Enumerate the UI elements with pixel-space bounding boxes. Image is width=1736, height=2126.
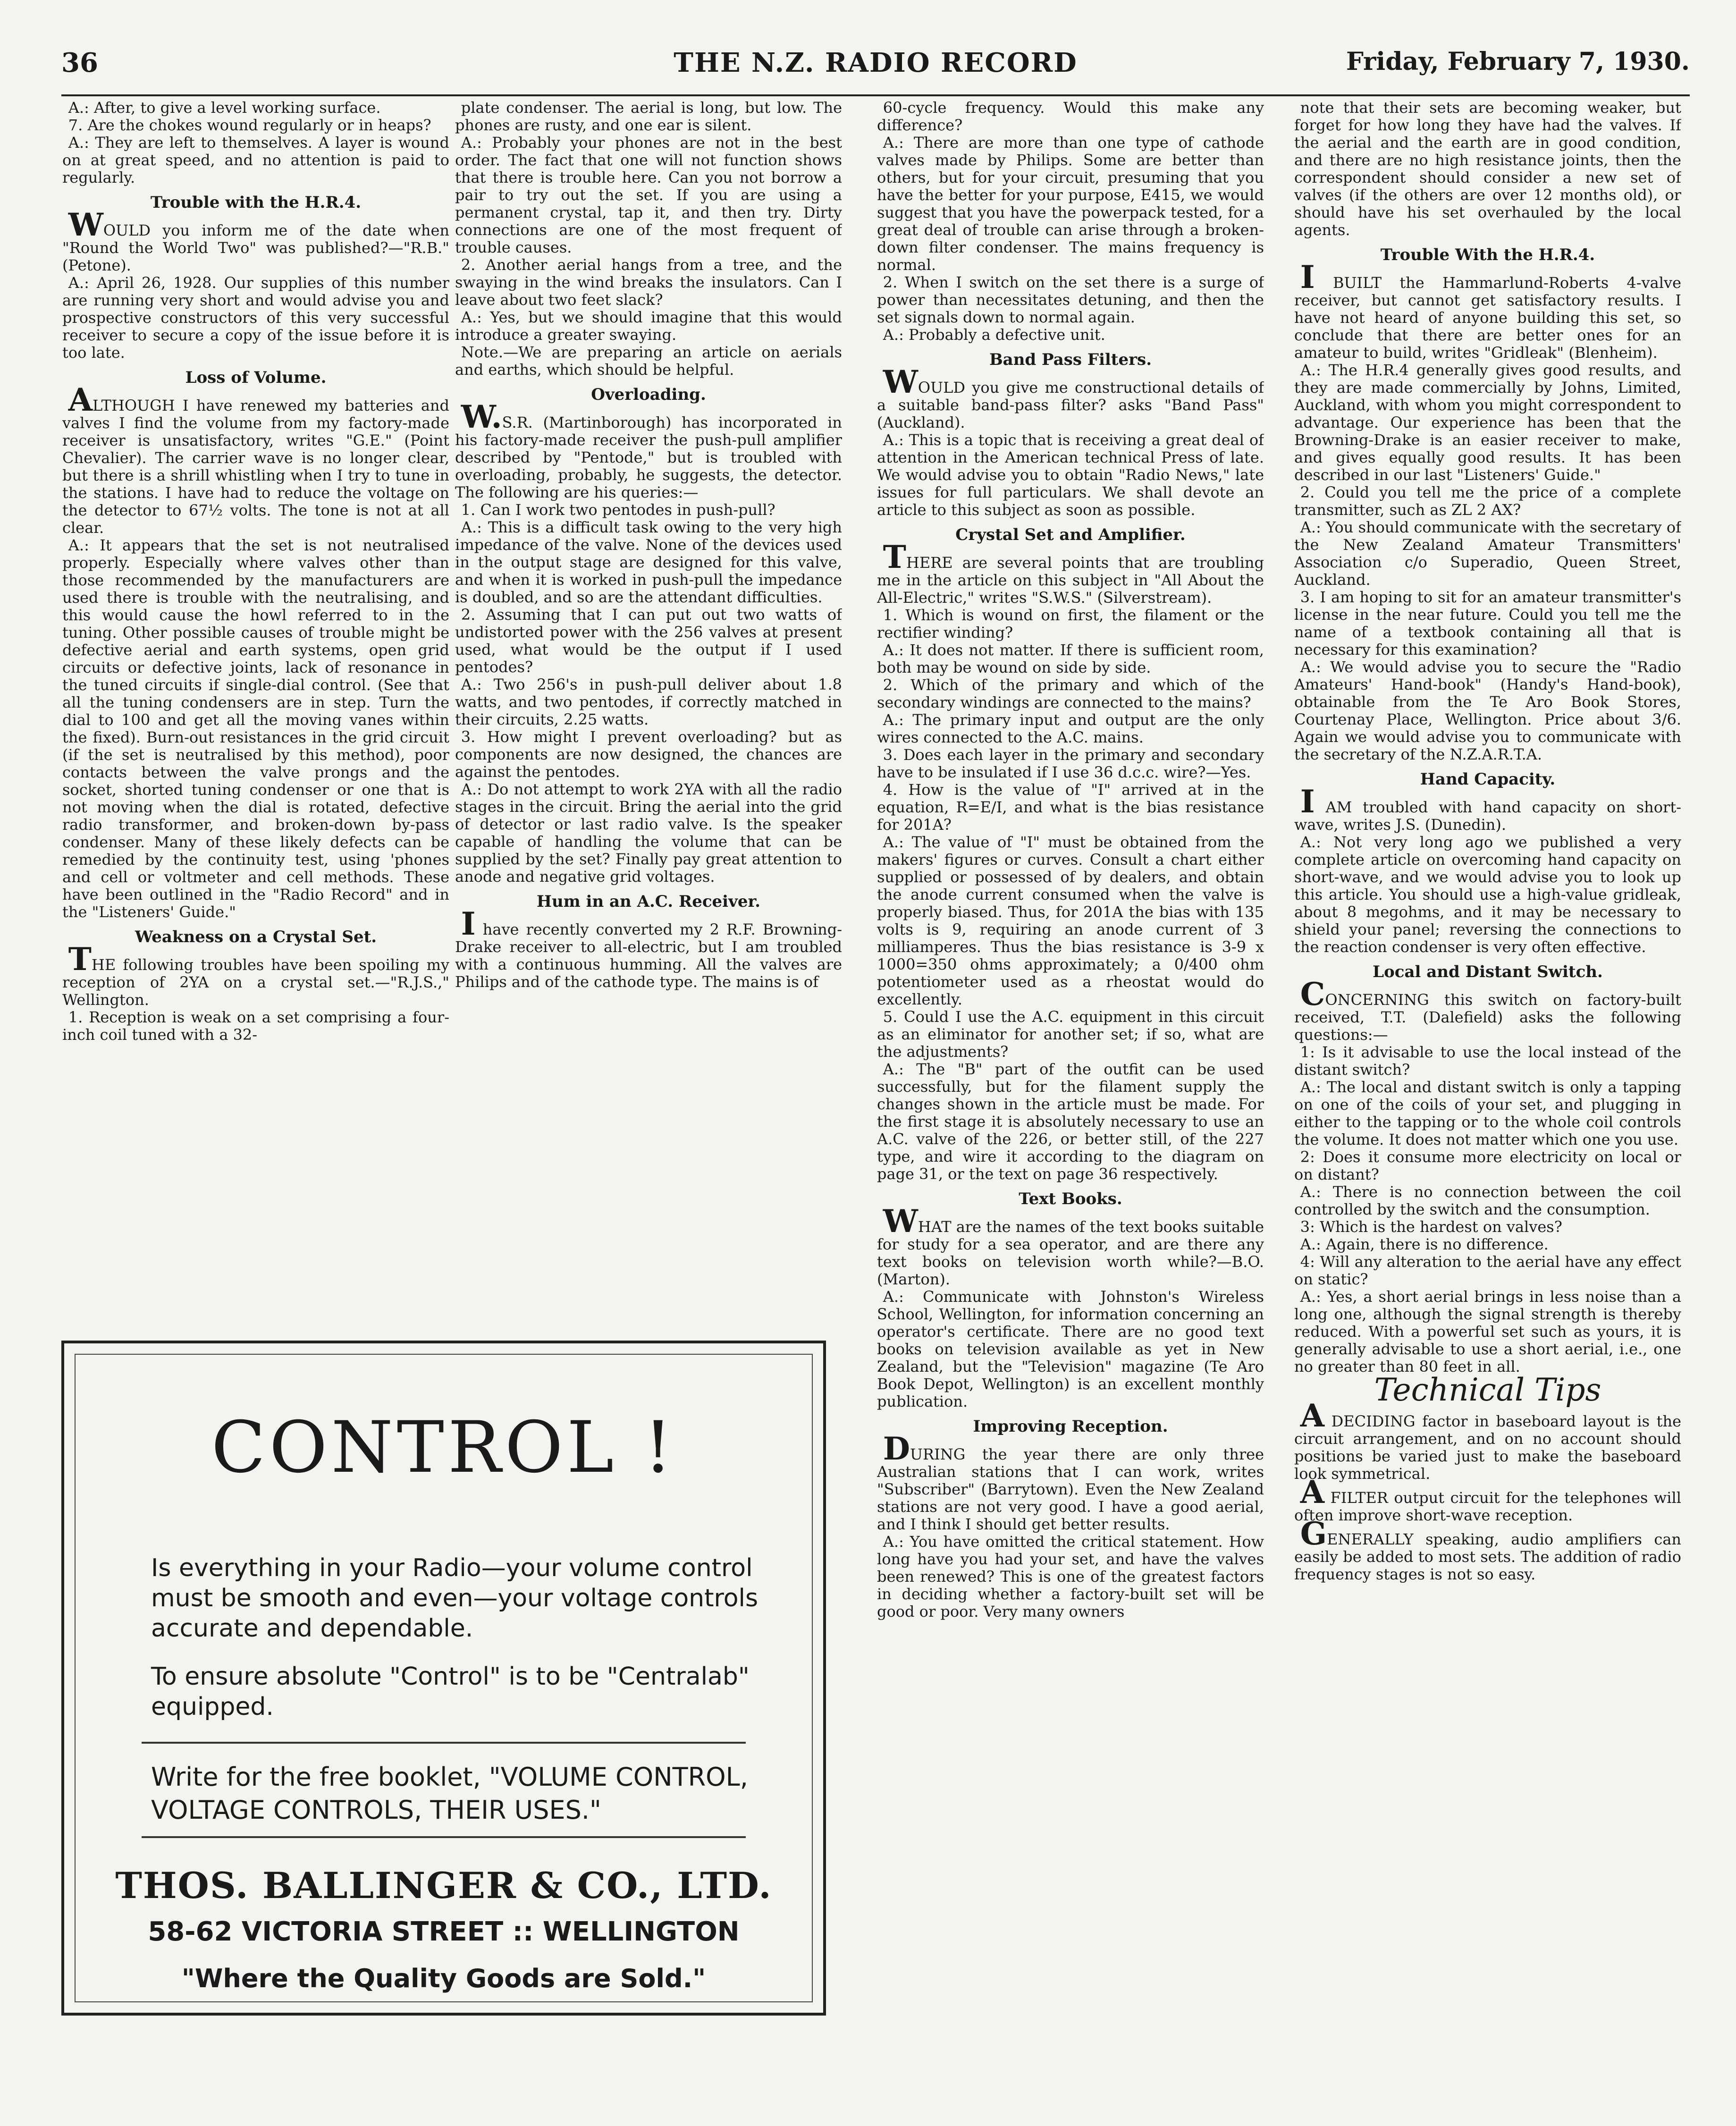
- article-paragraph: A.: Yes, a short aerial brings in less noise than a long one, although the signal strength is thereby reduced. With a powerful set such as yours, it is generally advisable to use a short aerial, i.e., one no greater than 80 feet in all.: [1294, 1288, 1681, 1375]
- ad-booklet-offer: Write for the free booklet, "VOLUME CONTROL, VOLTAGE CONTROLS, THEIR USES.": [151, 1762, 748, 1825]
- ad-divider: [142, 1742, 746, 1744]
- section-heading: Hum in an A.C. Receiver.: [536, 892, 761, 911]
- article-paragraph: 3. I am hoping to sit for an amateur transmitter's license in the near future. Could you tell me the name of a textbook containing all that is necessary for this examination?: [1294, 588, 1681, 658]
- article-paragraph: 2. Another aerial hangs from a tree, and the swaying in the wind breaks the insulators. Can I leave about two feet slack?: [455, 256, 842, 309]
- article-paragraph: A.: It appears that the set is not neutralised properly. Especially where valves other than those recommended by the manufacturers are used there is trouble with the neutralising, and this would cause the howl referred to in the tuning. Other possible causes of trouble might be defective aerial and earth systems, open grid circuits or defective joints, lack of resonance in the tuned circuits if single-dial control. (See that all the tuning condensers are in step. Turn the dial to 100 and get all the moving vanes within the fixed). Burn-out resistances in the grid circuit (if the set is neutralised by this method), poor contacts between the valve prongs and the socket, shorted tuning condenser or one that is not moving when the dial is rotated, defective radio transformer, and broken-down by-pass condenser. Many of these likely defects can be remedied by the continuity test, using 'phones and cell or voltmeter and cell methods. These have been outlined in the "Radio Record" and in the "Listeners' Guide.": [62, 536, 449, 921]
- article-paragraph: 1. Can I work two pentodes in push-pull?: [461, 501, 775, 519]
- article-paragraph: CONCERNING this switch on factory-built received, T.T. (Dalefield) asks the following questions:—: [1294, 976, 1681, 1044]
- article-paragraph: A.: Yes, but we should imagine that this would introduce a greater swaying.: [455, 308, 842, 344]
- section-heading: Local and Distant Switch.: [1373, 962, 1603, 981]
- article-paragraph: A.: There is no connection between the coil controlled by the switch and the consumption.: [1294, 1183, 1681, 1218]
- article-paragraph: W.S.R. (Martinborough) has incorporated in his factory-made receiver the push-pull amplifier described by "Pentode," but is troubled with overloading, probably, he suggests, the detector. The following are his queries:—: [455, 398, 842, 501]
- section-heading: Band Pass Filters.: [989, 350, 1152, 369]
- article-paragraph: A.: You have omitted the critical statement. How long have you had your set, and have the valves been renewed? This is one of the greatest factors in deciding whether a factory-built set will be good or poor. Very many owners: [877, 1533, 1264, 1620]
- section-heading: Hand Capacity.: [1420, 770, 1556, 789]
- article-paragraph: A.: Do not attempt to work 2YA with all the radio stages in the circuit. Bring the aerial into the grid of detector or last radio valve. Is the speaker capable of handling the volume that can be supplied by the set? Finally pay great attention to anode and negative grid voltages.: [455, 780, 842, 886]
- page-header: [61, 47, 1690, 96]
- article-paragraph: THERE are several points that are troubling me in the article on this subject in "All About the All-Electric," writes "S.W.S." (Silverstream).: [877, 539, 1264, 607]
- ad-slogan: "Where the Quality Goods are Sold.": [181, 1964, 706, 1993]
- article-paragraph: A.: It does not matter. If there is sufficient room, both may be wound on side by side.: [877, 641, 1264, 676]
- section-heading: Crystal Set and Amplifier.: [955, 525, 1186, 544]
- article-paragraph: 2. Which of the primary and which of the secondary windings are connected to the mains?: [877, 676, 1264, 711]
- article-paragraph: 5. Could I use the A.C. equipment in this circuit as an eliminator for another set; if so, what are the adjustments?: [877, 1008, 1264, 1061]
- article-paragraph: 4. How is the value of "I" arrived at in the equation, R=E/I, and what is the bias resistance for 201A?: [877, 781, 1264, 834]
- ad-headline: CONTROL !: [211, 1407, 676, 1489]
- article-paragraph: A.: The value of "I" must be obtained from the makers' figures or curves. Consult a chart either supplied or possessed of by dealers, and obtain the anode current consumed when the valve is properly biased. Thus, for 201A the bias with 135 volts is 9, requiring an anode current of 3 milliamperes. Thus the bias resistance is 3-9 x 1000=350 ohms approximately; a 0/400 ohm potentiometer used as a rheostat would do excellently.: [877, 833, 1264, 1008]
- article-paragraph: 2: Does it consume more electricity on local or on distant?: [1294, 1148, 1681, 1183]
- article-paragraph: I BUILT the Hammarlund-Roberts 4-valve receiver, but cannot get satisfactory results. I have not heard of anyone building this set, so conclude that there are better ones for an amateur to build, writes "Gridleak" (Blenheim).: [1294, 259, 1681, 362]
- article-paragraph: 2. Assuming that I can put out two watts of undistorted power with the 256 valves at present used, what would be the output if I used pentodes?: [455, 606, 842, 676]
- article-paragraph: A.: Probably a defective unit.: [883, 326, 1105, 344]
- article-paragraph: A.: The "B" part of the outfit can be used successfully, but for the filament supply the changes shown in the article must be made. For the first stage it is absolutely necessary to use an A.C. valve of the 226, or better still, of the 227 type, and wire it according to the diagram on page 31, or the text on page 36 respectively.: [877, 1060, 1264, 1183]
- article-paragraph: 3. Does each layer in the primary and secondary have to be insulated if I use 36 d.c.c. wire?—Yes.: [877, 746, 1264, 781]
- article-paragraph: A.: This is a difficult task owing to the very high impedance of the valve. None of the devices used in the output stage are designed for this valve, and when it is worked in push-pull the impedance is doubled, and so are the attendant difficulties.: [455, 518, 842, 606]
- section-heading: Improving Reception.: [973, 1417, 1168, 1436]
- article-paragraph: 3. How might I prevent overloading? but as components are now designed, the chances are against the pentodes.: [455, 728, 842, 781]
- ad-body-text: Is everything in your Radio—your volume control must be smooth and even—your voltage controls accurate and dependable.: [151, 1554, 758, 1643]
- article-paragraph: I AM troubled with hand capacity on short-wave, writes J.S. (Dunedin).: [1294, 783, 1681, 834]
- article-paragraph: 7. Are the chokes wound regularly or in heaps?: [68, 116, 431, 134]
- article-paragraph: A.: You should communicate with the secretary of the New Zealand Amateur Transmitters' Association c/o Superadio, Queen Street, Auckland.: [1294, 518, 1681, 589]
- column-1: [62, 99, 449, 1402]
- article-paragraph: 1. Which is wound on first, the filament or the rectifier winding?: [877, 606, 1264, 641]
- article-paragraph: A.: Not very long ago we published a very complete article on overcoming hand capacity on short-wave, and we would advise you to look up this article. You should use a high-value gridleak, about 8 megohms, and it may be necessary to shield your panel; reversing the connections to the reaction condenser is very often effective.: [1294, 833, 1681, 956]
- article-paragraph: 3: Which is the hardest on valves?: [1300, 1218, 1562, 1236]
- section-heading: Weakness on a Crystal Set.: [135, 928, 377, 946]
- column-3: [877, 99, 1264, 2082]
- article-paragraph: 1: Is it advisable to use the local instead of the distant switch?: [1294, 1043, 1681, 1079]
- article-paragraph: plate condenser. The aerial is long, but low. The phones are rusty, and one ear is silent.: [455, 99, 842, 134]
- article-paragraph: 2. Could you tell me the price of a complete transmitter, such as ZL 2 AX?: [1294, 483, 1681, 519]
- centralab-advertisement: [61, 1341, 826, 2016]
- technical-tips-heading: Technical Tips: [1374, 1372, 1601, 1408]
- article-paragraph: 4: Will any alteration to the aerial have any effect on static?: [1294, 1253, 1681, 1288]
- article-paragraph: A DECIDING factor in baseboard layout is the circuit arrangement, and on no account should positions be varied just to make the baseboard look symmetrical.: [1294, 1397, 1681, 1483]
- article-paragraph: A.: Probably your phones are not in the best order. The fact that one will not function shows that there is trouble here. Can you not borrow a pair to try out the set. If you are using a permanent crystal, tap it, and then try. Dirty connections are one of the most frequent of trouble causes.: [455, 134, 842, 256]
- section-heading: Trouble with the H.R.4.: [150, 193, 362, 212]
- masthead-title: THE N.Z. RADIO RECORD: [674, 47, 1078, 78]
- article-paragraph: A.: They are left to themselves. A layer is wound on at great speed, and no attention is paid to regularly.: [62, 134, 449, 186]
- article-paragraph: 60-cycle frequency. Would this make any difference?: [877, 99, 1264, 134]
- article-paragraph: A.: Communicate with Johnston's Wireless School, Wellington, for information concerning an operator's certificate. There are no good text books on television available as yet in New Zealand, but the "Television" magazine (Te Aro Book Depot, Wellington) is an excellent monthly publication.: [877, 1288, 1264, 1410]
- ad-company-name: THOS. BALLINGER & CO., LTD.: [115, 1864, 772, 1907]
- section-heading: Overloading.: [591, 385, 706, 404]
- ad-inner-border: [75, 1354, 813, 2002]
- article-paragraph: I have recently converted my 2 R.F. Browning-Drake receiver to all-electric, but I am troubled with a continuous humming. All the valves are Philips and of the cathode type. The mains is of: [455, 905, 842, 991]
- article-paragraph: WOULD you inform me of the date when "Round the World Two" was published?—"R.B." (Petone).: [62, 206, 449, 274]
- column-4: [1294, 99, 1681, 2082]
- section-heading: Trouble With the H.R.4.: [1380, 245, 1595, 264]
- ad-centralab-text: To ensure absolute "Control" is to be "Centralab" equipped.: [151, 1662, 750, 1721]
- article-paragraph: A.: Again, there is no difference.: [1300, 1235, 1549, 1253]
- column-2: [455, 99, 842, 1402]
- article-paragraph: WOULD you give me constructional details of a suitable band-pass filter? asks "Band Pass" (Auckland).: [877, 363, 1264, 431]
- article-paragraph: A.: We would advise you to secure the "Radio Amateurs' Hand-book" (Handy's Hand-book), obtainable from the Te Aro Book Stores, Courtenay Place, Wellington. Price about 3/6. Again we would advise you to communicate with the secretary of the N.Z.A.R.T.A.: [1294, 658, 1681, 763]
- article-paragraph: A FILTER output circuit for the telephones will often improve short-wave reception.: [1294, 1474, 1681, 1524]
- article-paragraph: A.: There are more than one type of cathode valves made by Philips. Some are better than others, but for your circuit, presuming that you have the better for your purpose, E415, we would suggest that you have the powerpack tested, for a great deal of trouble can arise through a broken-down filter condenser. The mains frequency is normal.: [877, 134, 1264, 274]
- section-heading: Text Books.: [1019, 1190, 1122, 1208]
- article-paragraph: A.: After, to give a level working surface.: [68, 99, 381, 117]
- article-paragraph: A.: The local and distant switch is only a tapping on one of the coils of your set, and plugging in either to the tapping or to the whole coil controls the volume. It does not matter which one you use.: [1294, 1078, 1681, 1148]
- issue-date: Friday, February 7, 1930.: [1346, 47, 1690, 76]
- ad-divider: [142, 1836, 746, 1838]
- section-heading: Loss of Volume.: [185, 368, 327, 387]
- article-paragraph: Note.—We are preparing an article on aerials and earths, which should be helpful.: [455, 343, 842, 379]
- article-paragraph: A.: Two 256's in push-pull deliver about 1.8 watts, and two pentodes, if correctly matched in their circuits, 2.25 watts.: [455, 675, 842, 728]
- article-paragraph: 2. When I switch on the set there is a surge of power than necessitates detuning, and then the set signals down to normal again.: [877, 273, 1264, 326]
- page-number: 36: [61, 47, 98, 78]
- article-paragraph: A.: April 26, 1928. Our supplies of this number are running very short and would advise you and prospective constructors of this very successful receiver to secure a copy of the issue before it is too late.: [62, 274, 449, 362]
- article-paragraph: A.: This is a topic that is receiving a great deal of attention in the American technical Press of late. We would advise you to obtain "Radio News," late issues for full particulars. We shall devote an article to this subject as soon as possible.: [877, 431, 1264, 519]
- article-paragraph: A.: The primary input and output are the only wires connected to the A.C. mains.: [877, 711, 1264, 746]
- article-paragraph: A.: The H.R.4 generally gives good results, and they are made commercially by Johns, Limited, Auckland, with whom you might correspondent to advantage. Our experience has been that the Browning-Drake is an easier receiver to make, and gives equally good results. It has been described in our last "Listeners' Guide.": [1294, 361, 1681, 484]
- article-paragraph: THE following troubles have been spoiling my reception of 2YA on a crystal set.—"R.J.S.," Wellington.: [62, 941, 449, 1009]
- ad-address: 58-62 VICTORIA STREET :: WELLINGTON: [148, 1916, 740, 1947]
- article-paragraph: GENERALLY speaking, audio amplifiers can easily be added to most sets. The addition of radio frequency stages is not so easy.: [1294, 1515, 1681, 1583]
- article-paragraph: 1. Reception is weak on a set comprising a four-inch coil tuned with a 32-: [62, 1008, 449, 1044]
- article-paragraph: ALTHOUGH I have renewed my batteries and valves I find the volume from my factory-made receiver is unsatisfactory, writes "G.E." (Point Chevalier). The carrier wave is no longer clear, but there is a shrill whistling when I try to tune in the stations. I have had to reduce the voltage on the detector to 67½ volts. The tone is not at all clear.: [62, 381, 449, 537]
- article-paragraph: note that their sets are becoming weaker, but forget for how long they have had the valves. If the aerial and the earth are in good condition, and there are no high resistance joints, then the correspondent should consider a new set of valves (if the others are over 12 months old), or should have his set overhauled by the local agents.: [1294, 99, 1681, 239]
- article-paragraph: DURING the year there are only three Australian stations that I can work, writes "Subscriber" (Barrytown). Even the New Zealand stations are not very good. I have a good aerial, and I think I should get better results.: [877, 1430, 1264, 1533]
- article-paragraph: WHAT are the names of the text books suitable for study for a sea operator, and are there any text books on television worth while?—B.O. (Marton).: [877, 1203, 1264, 1288]
